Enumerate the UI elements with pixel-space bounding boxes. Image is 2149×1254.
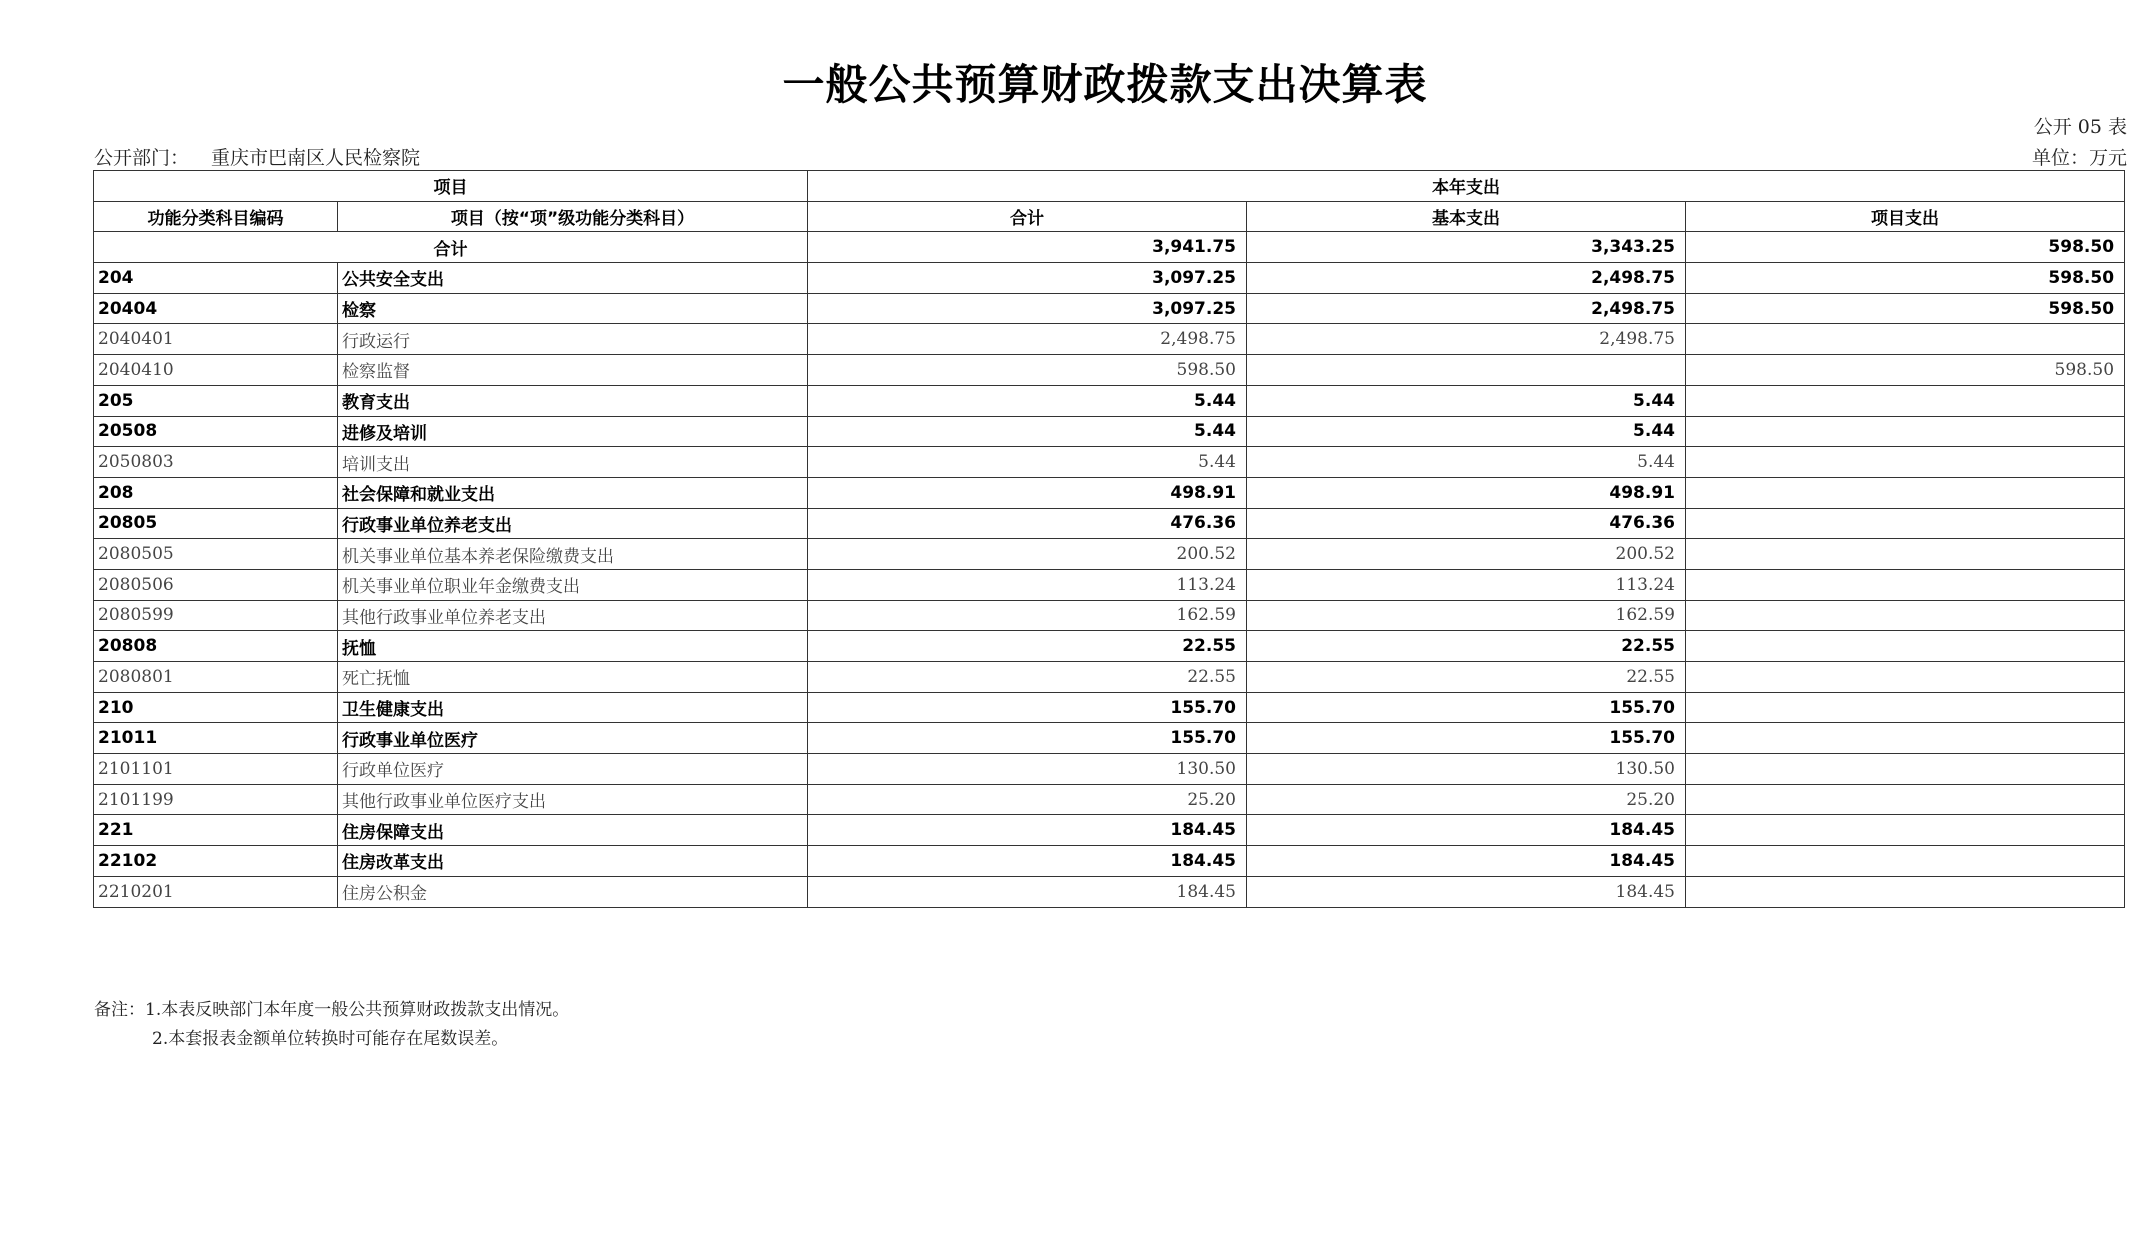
table-row bbox=[94, 600, 2125, 631]
row-code: 208 bbox=[94, 477, 338, 508]
header-row-2 bbox=[94, 201, 2125, 232]
row-code: 22102 bbox=[94, 846, 338, 877]
row-name: 住房保障支出 bbox=[338, 815, 808, 846]
table-row bbox=[94, 385, 2125, 416]
note-1: 备注：1.本表反映部门本年度一般公共预算财政拨款支出情况。 bbox=[94, 1000, 570, 1020]
row-code: 2040410 bbox=[94, 355, 338, 386]
header-name: 项目（按“项”级功能分类科目） bbox=[338, 201, 808, 232]
row-code: 20404 bbox=[94, 293, 338, 324]
row-code: 2080801 bbox=[94, 662, 338, 693]
row-code: 204 bbox=[94, 263, 338, 294]
row-project bbox=[1686, 723, 2125, 754]
row-total: 155.70 bbox=[808, 692, 1247, 723]
row-total: 2,498.75 bbox=[808, 324, 1247, 355]
row-name: 社会保障和就业支出 bbox=[338, 477, 808, 508]
table-row bbox=[94, 263, 2125, 294]
header-total: 合计 bbox=[808, 201, 1247, 232]
table-row bbox=[94, 569, 2125, 600]
department-label: 公开部门： bbox=[94, 147, 190, 169]
row-project bbox=[1686, 539, 2125, 570]
row-code: 205 bbox=[94, 385, 338, 416]
row-basic: 184.45 bbox=[1247, 846, 1686, 877]
row-total: 184.45 bbox=[808, 846, 1247, 877]
row-project: 598.50 bbox=[1686, 355, 2125, 386]
row-code: 2101101 bbox=[94, 754, 338, 785]
notes bbox=[94, 996, 569, 1054]
table-row bbox=[94, 846, 2125, 877]
row-basic: 25.20 bbox=[1247, 784, 1686, 815]
table-row bbox=[94, 355, 2125, 386]
row-name: 培训支出 bbox=[338, 447, 808, 478]
row-code: 2080599 bbox=[94, 600, 338, 631]
row-total: 3,097.25 bbox=[808, 263, 1247, 294]
row-basic bbox=[1247, 355, 1686, 386]
row-basic: 22.55 bbox=[1247, 662, 1686, 693]
row-code: 20805 bbox=[94, 508, 338, 539]
row-basic: 5.44 bbox=[1247, 447, 1686, 478]
total-basic: 3,343.25 bbox=[1247, 232, 1686, 263]
row-total: 184.45 bbox=[808, 876, 1247, 907]
row-project bbox=[1686, 631, 2125, 662]
row-total: 3,097.25 bbox=[808, 293, 1247, 324]
table-row bbox=[94, 784, 2125, 815]
row-basic: 5.44 bbox=[1247, 416, 1686, 447]
row-basic: 130.50 bbox=[1247, 754, 1686, 785]
note-2: 2.本套报表金额单位转换时可能存在尾数误差。 bbox=[152, 1029, 509, 1049]
row-total: 162.59 bbox=[808, 600, 1247, 631]
row-name: 住房改革支出 bbox=[338, 846, 808, 877]
row-project bbox=[1686, 447, 2125, 478]
row-name: 住房公积金 bbox=[338, 876, 808, 907]
header-project: 项目 bbox=[94, 171, 808, 202]
unit-label: 单位：万元 bbox=[2031, 147, 2127, 169]
table-row bbox=[94, 539, 2125, 570]
row-name: 行政事业单位养老支出 bbox=[338, 508, 808, 539]
header-row-1 bbox=[94, 171, 2125, 202]
table-row bbox=[94, 692, 2125, 723]
header-basic: 基本支出 bbox=[1247, 201, 1686, 232]
header-code: 功能分类科目编码 bbox=[94, 201, 338, 232]
row-total: 113.24 bbox=[808, 569, 1247, 600]
row-code: 2080505 bbox=[94, 539, 338, 570]
row-basic: 2,498.75 bbox=[1247, 293, 1686, 324]
row-code: 2101199 bbox=[94, 784, 338, 815]
row-total: 200.52 bbox=[808, 539, 1247, 570]
table-row bbox=[94, 447, 2125, 478]
row-name: 公共安全支出 bbox=[338, 263, 808, 294]
row-project bbox=[1686, 416, 2125, 447]
row-basic: 184.45 bbox=[1247, 876, 1686, 907]
row-project: 598.50 bbox=[1686, 263, 2125, 294]
row-total: 5.44 bbox=[808, 447, 1247, 478]
row-name: 其他行政事业单位医疗支出 bbox=[338, 784, 808, 815]
row-total: 598.50 bbox=[808, 355, 1247, 386]
row-total: 25.20 bbox=[808, 784, 1247, 815]
row-name: 行政运行 bbox=[338, 324, 808, 355]
row-name: 检察监督 bbox=[338, 355, 808, 386]
total-amount: 3,941.75 bbox=[808, 232, 1247, 263]
total-project: 598.50 bbox=[1686, 232, 2125, 263]
row-total: 5.44 bbox=[808, 385, 1247, 416]
row-basic: 155.70 bbox=[1247, 692, 1686, 723]
row-project bbox=[1686, 815, 2125, 846]
row-total: 22.55 bbox=[808, 631, 1247, 662]
row-name: 机关事业单位基本养老保险缴费支出 bbox=[338, 539, 808, 570]
row-basic: 2,498.75 bbox=[1247, 324, 1686, 355]
table-row bbox=[94, 416, 2125, 447]
department-info bbox=[94, 143, 420, 170]
row-name: 教育支出 bbox=[338, 385, 808, 416]
row-code: 2050803 bbox=[94, 447, 338, 478]
row-project bbox=[1686, 385, 2125, 416]
row-code: 2210201 bbox=[94, 876, 338, 907]
table-row bbox=[94, 723, 2125, 754]
row-name: 死亡抚恤 bbox=[338, 662, 808, 693]
row-total: 155.70 bbox=[808, 723, 1247, 754]
total-label: 合计 bbox=[94, 232, 808, 263]
row-basic: 113.24 bbox=[1247, 569, 1686, 600]
row-project bbox=[1686, 846, 2125, 877]
row-total: 498.91 bbox=[808, 477, 1247, 508]
row-code: 20508 bbox=[94, 416, 338, 447]
row-name: 进修及培训 bbox=[338, 416, 808, 447]
total-row bbox=[94, 232, 2125, 263]
row-name: 卫生健康支出 bbox=[338, 692, 808, 723]
table-row bbox=[94, 508, 2125, 539]
row-project: 598.50 bbox=[1686, 293, 2125, 324]
page-title: 一般公共预算财政拨款支出决算表 bbox=[782, 60, 1428, 109]
row-project bbox=[1686, 784, 2125, 815]
row-code: 210 bbox=[94, 692, 338, 723]
table-row bbox=[94, 293, 2125, 324]
row-total: 22.55 bbox=[808, 662, 1247, 693]
table-row bbox=[94, 324, 2125, 355]
row-total: 184.45 bbox=[808, 815, 1247, 846]
row-project bbox=[1686, 876, 2125, 907]
row-name: 机关事业单位职业年金缴费支出 bbox=[338, 569, 808, 600]
row-code: 20808 bbox=[94, 631, 338, 662]
table-row bbox=[94, 631, 2125, 662]
row-project bbox=[1686, 477, 2125, 508]
row-code: 2040401 bbox=[94, 324, 338, 355]
row-basic: 162.59 bbox=[1247, 600, 1686, 631]
row-code: 21011 bbox=[94, 723, 338, 754]
row-project bbox=[1686, 754, 2125, 785]
header-current-year: 本年支出 bbox=[808, 171, 2125, 202]
table-row bbox=[94, 815, 2125, 846]
row-name: 检察 bbox=[338, 293, 808, 324]
row-total: 476.36 bbox=[808, 508, 1247, 539]
row-total: 130.50 bbox=[808, 754, 1247, 785]
row-basic: 155.70 bbox=[1247, 723, 1686, 754]
row-basic: 498.91 bbox=[1247, 477, 1686, 508]
row-project bbox=[1686, 569, 2125, 600]
row-name: 抚恤 bbox=[338, 631, 808, 662]
form-number: 公开 05 表 bbox=[2033, 116, 2127, 138]
header-project-expense: 项目支出 bbox=[1686, 201, 2125, 232]
table-row bbox=[94, 876, 2125, 907]
department-name: 重庆市巴南区人民检察院 bbox=[211, 147, 421, 169]
row-name: 行政事业单位医疗 bbox=[338, 723, 808, 754]
row-name: 行政单位医疗 bbox=[338, 754, 808, 785]
row-basic: 184.45 bbox=[1247, 815, 1686, 846]
row-project bbox=[1686, 508, 2125, 539]
table-row bbox=[94, 754, 2125, 785]
row-project bbox=[1686, 600, 2125, 631]
row-basic: 200.52 bbox=[1247, 539, 1686, 570]
row-basic: 22.55 bbox=[1247, 631, 1686, 662]
row-name: 其他行政事业单位养老支出 bbox=[338, 600, 808, 631]
row-code: 221 bbox=[94, 815, 338, 846]
row-basic: 5.44 bbox=[1247, 385, 1686, 416]
row-code: 2080506 bbox=[94, 569, 338, 600]
row-basic: 2,498.75 bbox=[1247, 263, 1686, 294]
row-project bbox=[1686, 692, 2125, 723]
row-project bbox=[1686, 662, 2125, 693]
row-basic: 476.36 bbox=[1247, 508, 1686, 539]
table-row bbox=[94, 662, 2125, 693]
expenditure-table bbox=[93, 170, 2125, 908]
row-project bbox=[1686, 324, 2125, 355]
row-total: 5.44 bbox=[808, 416, 1247, 447]
table-row bbox=[94, 477, 2125, 508]
